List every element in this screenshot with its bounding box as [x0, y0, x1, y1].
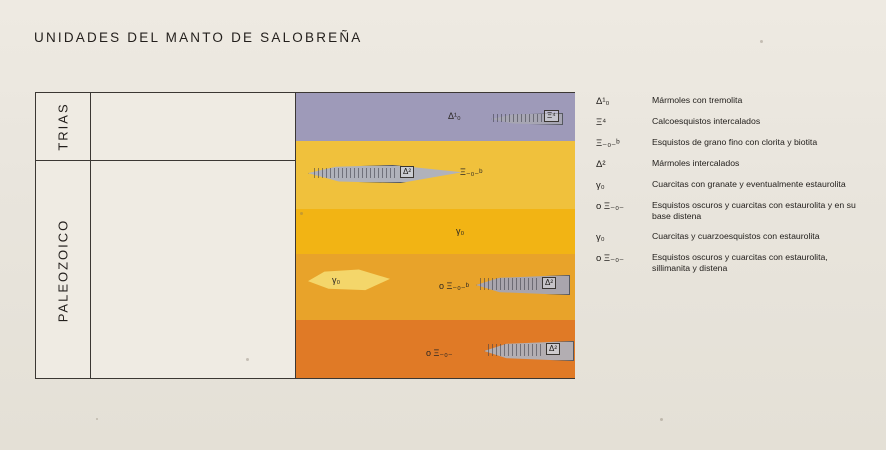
- lens-marmoles-upper-hatch: [314, 168, 396, 178]
- legend-text: Esquistos oscuros y cuarcitas con estaurolita y en su base distena: [652, 200, 856, 221]
- legend-item: [596, 231, 866, 243]
- band-cuarcitas-granate: [296, 209, 575, 254]
- paper-speck: [96, 418, 98, 420]
- stratigraphic-diagram: [35, 92, 575, 379]
- legend-item: [596, 252, 866, 274]
- band-label-marmoles-tremolita: Δ¹₀: [448, 111, 461, 121]
- legend-item: [596, 158, 866, 170]
- page-title: UNIDADES DEL MANTO DE SALOBREÑA: [34, 30, 363, 45]
- legend-symbol: Ξ₋₀₋ᵇ: [596, 138, 620, 149]
- paper-speck: [246, 358, 249, 361]
- legend-symbol: Δ¹₀: [596, 96, 610, 107]
- legend-item: [596, 200, 866, 222]
- legend-text: Mármoles con tremolita: [652, 95, 743, 105]
- paper-speck: [660, 418, 663, 421]
- legend-symbol: γ₀: [596, 232, 605, 243]
- band-label-esquistos-oscuros-distena: o Ξ₋₀₋ᵇ: [439, 281, 469, 291]
- band-label-esquistos-clorita-biotita: Ξ₋₀₋ᵇ: [460, 167, 483, 177]
- band-label-cuarcitas-granate: γ₀: [456, 226, 465, 236]
- paper-speck: [760, 40, 763, 43]
- lens-calcoesquistos-hatch: [493, 114, 545, 122]
- legend-item: [596, 95, 866, 107]
- lens-marmoles-lower-hatch: [488, 344, 542, 356]
- era-cell-paleozoico: [36, 161, 90, 379]
- era-label-trias: TRIAS: [55, 102, 71, 151]
- legend-text: Mármoles intercalados: [652, 158, 740, 168]
- legend: [596, 95, 866, 283]
- legend-symbol: Δ²: [596, 159, 606, 170]
- legend-item: [596, 116, 866, 128]
- legend-symbol: o Ξ₋₀₋: [596, 253, 625, 264]
- lens-marmoles-mid-hatch: [480, 278, 538, 290]
- legend-text: Calcoesquistos intercalados: [652, 116, 761, 126]
- era-column: [36, 93, 91, 378]
- lens-label-marmoles-mid: Δ²: [542, 277, 556, 289]
- era-label-paleozoico: PALEOZOICO: [55, 218, 71, 322]
- paper-speck: [300, 212, 303, 215]
- lithology-column: [296, 93, 575, 378]
- legend-text: Esquistos oscuros y cuarcitas con estaurolita, sillimanita y distena: [652, 252, 828, 273]
- lens-label-marmoles-upper: Δ²: [400, 166, 414, 178]
- legend-text: Cuarcitas y cuarzoesquistos con estaurolita: [652, 231, 820, 241]
- legend-symbol: o Ξ₋₀₋: [596, 201, 625, 212]
- lens-label-marmoles-lower: Δ²: [546, 343, 560, 355]
- legend-item: [596, 137, 866, 149]
- legend-symbol: γ₀: [596, 180, 605, 191]
- legend-symbol: Ξ⁴: [596, 117, 607, 128]
- era-cell-trias: [36, 93, 90, 161]
- legend-text: Esquistos de grano fino con clorita y biotita: [652, 137, 818, 147]
- lens-label-calcoesquistos: Ξ⁴: [544, 110, 559, 122]
- lens-label-cuarcitas-granate: γ₀: [332, 275, 341, 285]
- band-label-esquistos-oscuros-sillimanita: o Ξ₋₀₋: [426, 348, 453, 358]
- blank-column-divider: [91, 93, 296, 161]
- legend-text: Cuarcitas con granate y eventualmente estaurolita: [652, 179, 846, 189]
- legend-item: [596, 179, 866, 191]
